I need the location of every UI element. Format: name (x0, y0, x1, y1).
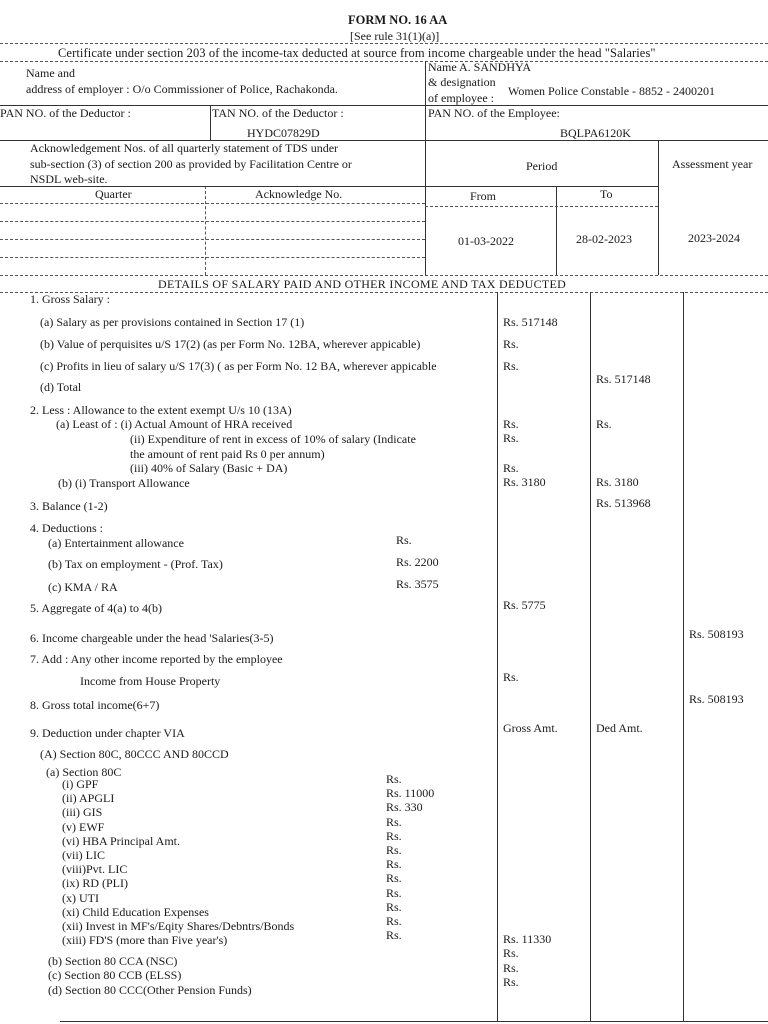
section-80c-item-label: (xi) Child Education Expenses (62, 905, 209, 919)
divider (0, 43, 768, 44)
amount-hra-received: Rs. (503, 417, 519, 431)
employer-name-label: Name and (26, 66, 75, 80)
section-80c-item-amount: Rs. 11000 (386, 786, 435, 800)
row-rent-paid: the amount of rent paid Rs 0 per annum) (130, 447, 325, 461)
divider (0, 275, 768, 276)
column-divider (205, 186, 206, 275)
amount-section-80cca: Rs. (503, 946, 519, 960)
ack-text-line1: Acknowledgement Nos. of all quarterly statement of TDS under (30, 141, 339, 155)
row-chapter-via: 9. Deduction under chapter VIA (30, 726, 185, 740)
amount-profits-in-lieu: Rs. (503, 359, 519, 373)
deductible-amount-header: Ded Amt. (596, 721, 643, 735)
amount-section-80ccc: Rs. (503, 975, 519, 989)
row-section-80ccc: (d) Section 80 CCC(Other Pension Funds) (48, 983, 252, 997)
section-80c-item-amount: Rs. (386, 815, 402, 829)
section-80c-item-amount: Rs. (386, 900, 402, 914)
column-divider (425, 140, 426, 275)
divider (0, 221, 425, 222)
amount-balance: Rs. 513968 (596, 496, 651, 510)
section-80c-item-label: (xiii) FD'S (more than Five year's) (62, 933, 228, 947)
amount-rent-expenditure: Rs. (503, 431, 519, 445)
rule-reference: [See rule 31(1)(a)] (350, 29, 440, 43)
period-from-label: From (470, 189, 497, 203)
row-rent-expenditure: (ii) Expenditure of rent in excess of 10% of salary (Indicate (130, 432, 416, 446)
section-80c-item-label: (vi) HBA Principal Amt. (62, 834, 180, 848)
section-80c-item-amount: Rs. (386, 914, 402, 928)
divider (0, 203, 425, 204)
section-80c-item-amount: Rs. (386, 871, 402, 885)
divider (0, 61, 768, 62)
row-hra-received: (a) Least of : (i) Actual Amount of HRA received (56, 417, 293, 431)
row-section-80ccb: (c) Section 80 CCB (ELSS) (48, 968, 182, 982)
section-80c-item-label: (iii) GIS (62, 805, 103, 819)
section-80c-item-label: (ix) RD (PLI) (62, 876, 128, 890)
ack-text-line2: sub-section (3) of section 200 as provided by Facilitation Centre or (30, 157, 352, 171)
period-from-value: 01-03-2022 (458, 234, 514, 248)
section-80c-item-label: (ii) APGLI (62, 791, 115, 805)
column-divider (425, 61, 426, 106)
section-80c-item-label: (x) UTI (62, 891, 99, 905)
assessment-year-value: 2023-2024 (688, 231, 740, 245)
amount-forty-percent-salary: Rs. (503, 461, 519, 475)
section-80c-item-amount: Rs. (386, 857, 402, 871)
section-80c-item-amount: Rs. 330 (386, 800, 423, 814)
amount-kma-ra: Rs. 3575 (396, 577, 439, 591)
divider (0, 239, 425, 240)
amount-hra-exempt: Rs. (596, 417, 612, 431)
column-divider (425, 105, 426, 140)
row-entertainment-allowance: (a) Entertainment allowance (48, 536, 184, 550)
period-to-value: 28-02-2023 (576, 232, 632, 246)
row-section-80cca: (b) Section 80 CCA (NSC) (48, 954, 178, 968)
employee-pan-value: BQLPA6120K (560, 126, 631, 140)
section-80c-item-amount: Rs. (386, 772, 402, 786)
amount-income-chargeable: Rs. 508193 (689, 627, 744, 641)
amount-80c-total: Rs. 11330 (503, 932, 552, 946)
gross-amount-header: Gross Amt. (503, 721, 558, 735)
row-kma-ra: (c) KMA / RA (48, 580, 118, 594)
details-heading: DETAILS OF SALARY PAID AND OTHER INCOME AND TAX DEDUCTED (158, 277, 567, 291)
section-80c-item-label: (v) EWF (62, 820, 105, 834)
amount-house-property: Rs. (503, 670, 519, 684)
amount-total: Rs. 517148 (596, 372, 651, 386)
amount-column-rule (590, 292, 591, 1022)
row-aggregate: 5. Aggregate of 4(a) to 4(b) (30, 601, 162, 615)
amount-entertainment-allowance: Rs. (396, 533, 412, 547)
quarter-header: Quarter (95, 187, 132, 201)
column-divider (556, 186, 557, 275)
amount-transport-allowance: Rs. 3180 (503, 475, 546, 489)
ack-text-line3: NSDL web-site. (30, 172, 108, 186)
row-total: (d) Total (40, 380, 82, 394)
row-salary-17-1: (a) Salary as per provisions contained in Section 17 (1) (40, 315, 305, 329)
assessment-year-label: Assessment year (672, 157, 753, 171)
form-title: FORM NO. 16 AA (348, 13, 448, 27)
deductor-tan-label: TAN NO. of the Deductor : (212, 106, 344, 120)
row-balance: 3. Balance (1-2) (30, 499, 108, 513)
row-income-chargeable: 6. Income chargeable under the head 'Salaries(3-5) (30, 631, 274, 645)
amount-section-80ccb: Rs. (503, 961, 519, 975)
row-section-80c: (a) Section 80C (46, 765, 122, 779)
divider (0, 292, 768, 293)
divider (0, 186, 425, 187)
row-profits-in-lieu: (c) Profits in lieu of salary u/S 17(3) ( as per Form No. 12 BA, wherever appicable (40, 359, 437, 373)
divider (60, 1021, 768, 1022)
column-divider (658, 140, 659, 275)
deductor-pan-label: PAN NO. of the Deductor : (0, 106, 131, 120)
amount-salary-17-1: Rs. 517148 (503, 315, 558, 329)
amount-perquisites: Rs. (503, 337, 519, 351)
row-gross-salary: 1. Gross Salary : (30, 292, 110, 306)
employee-name: Name A. SANDHYA (428, 60, 531, 74)
section-80c-item-label: (i) GPF (62, 777, 99, 791)
period-to-label: To (600, 187, 613, 201)
row-house-property: Income from House Property (80, 674, 221, 688)
divider (425, 206, 658, 207)
amount-column-rule (497, 292, 498, 1022)
section-80c-item-amount: Rs. (386, 843, 402, 857)
ack-no-header: Acknowledge No. (255, 187, 343, 201)
row-perquisites: (b) Value of perquisites u/S 17(2) (as per Form No. 12BA, wherever appicable) (40, 337, 421, 351)
row-gross-total-income: 8. Gross total income(6+7) (30, 698, 160, 712)
row-transport-allowance: (b) (i) Transport Allowance (58, 476, 190, 490)
section-80c-item-amount: Rs. (386, 886, 402, 900)
section-80c-item-label: (xii) Invest in MF's/Eqity Shares/Debntrs/Bonds (62, 919, 295, 933)
row-other-income: 7. Add : Any other income reported by the employee (30, 652, 283, 666)
amount-column-rule (683, 292, 684, 1022)
row-section-80c-group: (A) Section 80C, 80CCC AND 80CCD (40, 747, 229, 761)
divider (0, 257, 425, 258)
amount-transport-exempt: Rs. 3180 (596, 475, 639, 489)
column-divider (210, 105, 211, 140)
row-deductions: 4. Deductions : (30, 521, 103, 535)
row-allowance-exempt: 2. Less : Allowance to the extent exempt U/s 10 (13A) (30, 403, 292, 417)
section-80c-item-amount: Rs. (386, 829, 402, 843)
period-label: Period (526, 159, 558, 173)
amount-professional-tax: Rs. 2200 (396, 555, 439, 569)
employer-address: address of employer : O/o Commissioner of Police, Rachakonda. (26, 82, 338, 96)
certificate-heading: Certificate under section 203 of the income-tax deducted at source from income chargeable under the head "Salaries" (58, 46, 656, 60)
row-forty-percent-salary: (iii) 40% of Salary (Basic + DA) (130, 461, 288, 475)
section-80c-item-amount: Rs. (386, 928, 402, 942)
employee-designation-label-2: of employee : (428, 91, 494, 105)
employee-designation-label: & designation (428, 75, 496, 89)
divider (425, 186, 658, 187)
employee-pan-label: PAN NO. of the Employee: (428, 106, 560, 120)
employee-designation-value: Women Police Constable - 8852 - 2400201 (508, 84, 716, 98)
section-80c-item-label: (viii)Pvt. LIC (62, 862, 128, 876)
deductor-tan-value: HYDC07829D (247, 126, 320, 140)
section-80c-item-label: (vii) LIC (62, 848, 105, 862)
amount-gross-total-income: Rs. 508193 (689, 692, 744, 706)
amount-aggregate: Rs. 5775 (503, 598, 546, 612)
row-professional-tax: (b) Tax on employment - (Prof. Tax) (48, 557, 223, 571)
